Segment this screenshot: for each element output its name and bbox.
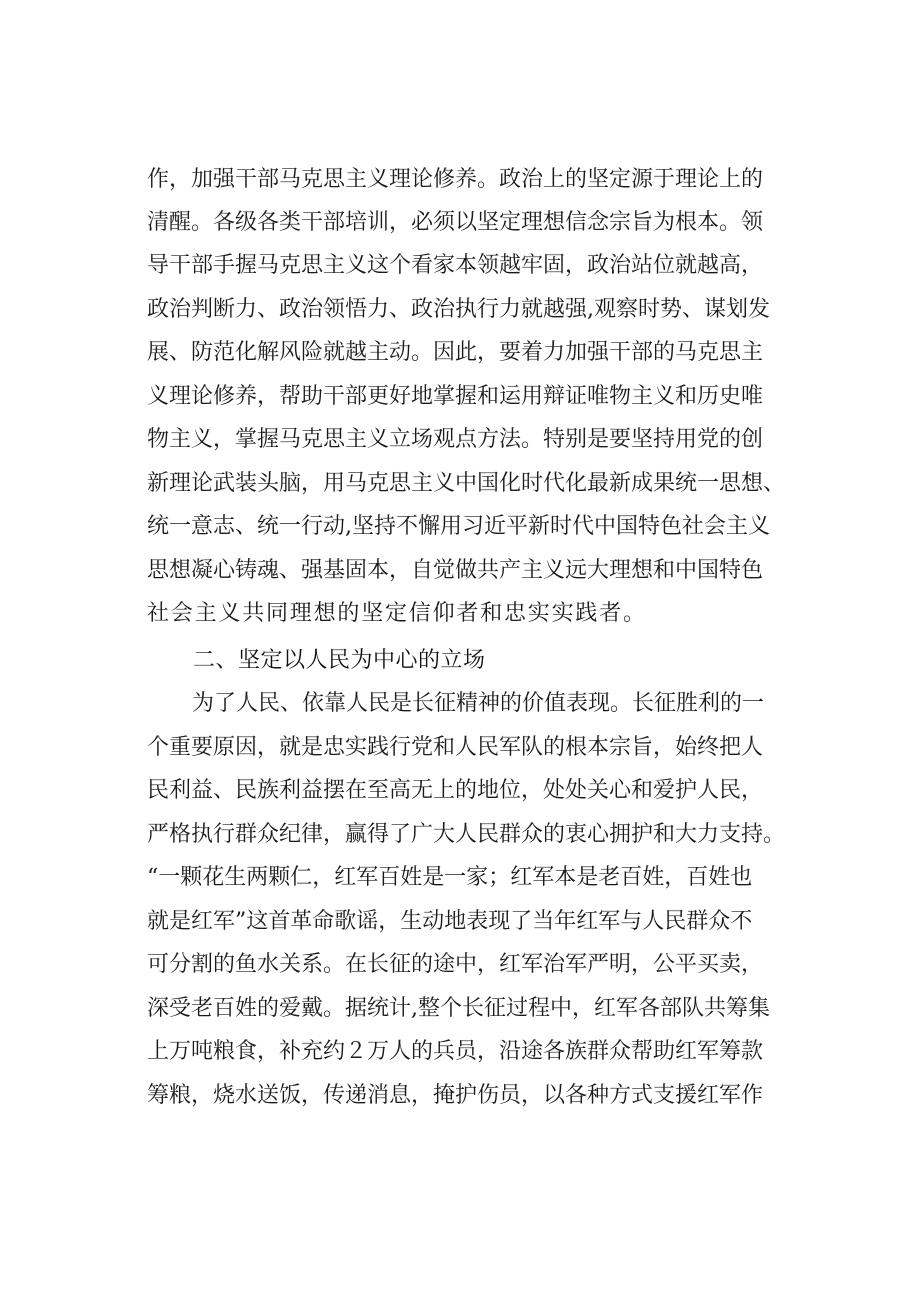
paragraph-line: “一颗花生两颗仁，红军百姓是一家；红军本是老百姓，百姓也 bbox=[147, 865, 753, 890]
paragraph-line: 物主义，掌握马克思主义立场观点方法。特别是要坚持用党的创 bbox=[147, 427, 764, 452]
paragraph-line: 严格执行群众纪律，赢得了广大人民群众的衷心拥护和大力支持。 bbox=[147, 822, 786, 847]
paragraph-line: 民利益、民族利益摆在至高无上的地位，处处关心和爱护人民， bbox=[147, 778, 764, 803]
paragraph-line: 思想凝心铸魂、强基固本，自觉做共产主义远大理想和中国特色 bbox=[147, 558, 764, 583]
paragraph-line: 个重要原因，就是忠实践行党和人民军队的根本宗旨，始终把人 bbox=[147, 735, 764, 760]
paragraph-line: 深受老百姓的爱戴。据统计,整个长征过程中，红军各部队共筹集 bbox=[147, 996, 770, 1021]
paragraph-line: 新理论武装头脑，用马克思主义中国化时代化最新成果统一思想、 bbox=[147, 471, 786, 496]
paragraph-line: 展、防范化解风险就越主动。因此，要着力加强干部的马克思主 bbox=[147, 340, 764, 365]
paragraph-line: 可分割的鱼水关系。在长征的途中，红军治军严明，公平买卖， bbox=[147, 952, 764, 977]
paragraph-line: 导干部手握马克思主义这个看家本领越牢固，政治站位就越高， bbox=[147, 253, 764, 278]
paragraph-line: 筹粮，烧水送饭，传递消息，掩护伤员，以各种方式支援红军作 bbox=[147, 1083, 764, 1108]
paragraph-line: 统一意志、统一行动,坚持不懈用习近平新时代中国特色社会主义 bbox=[147, 514, 770, 539]
paragraph-line: 社会主义共同理想的坚定信仰者和忠实实践者。 bbox=[147, 601, 647, 626]
paragraph-line: 义理论修养，帮助干部更好地掌握和运用辩证唯物主义和历史唯 bbox=[147, 384, 764, 409]
paragraph-line: 为了人民、依靠人民是长征精神的价值表现。长征胜利的一 bbox=[192, 691, 765, 716]
paragraph-line: 作，加强干部马克思主义理论修养。政治上的坚定源于理论上的 bbox=[147, 167, 764, 192]
section-heading: 二、坚定以人民为中心的立场 bbox=[193, 648, 486, 673]
paragraph-line: 政治判断力、政治领悟力、政治执行力就越强,观察时势、谋划发 bbox=[147, 297, 770, 322]
paragraph-line: 清醒。各级各类干部培训，必须以坚定理想信念宗旨为根本。领 bbox=[147, 210, 764, 235]
paragraph-line: 就是红军”这首革命歌谣，生动地表现了当年红军与人民群众不 bbox=[147, 909, 753, 934]
paragraph-line: 上万吨粮食，补充约２万人的兵员，沿途各族群众帮助红军筹款 bbox=[147, 1039, 764, 1064]
